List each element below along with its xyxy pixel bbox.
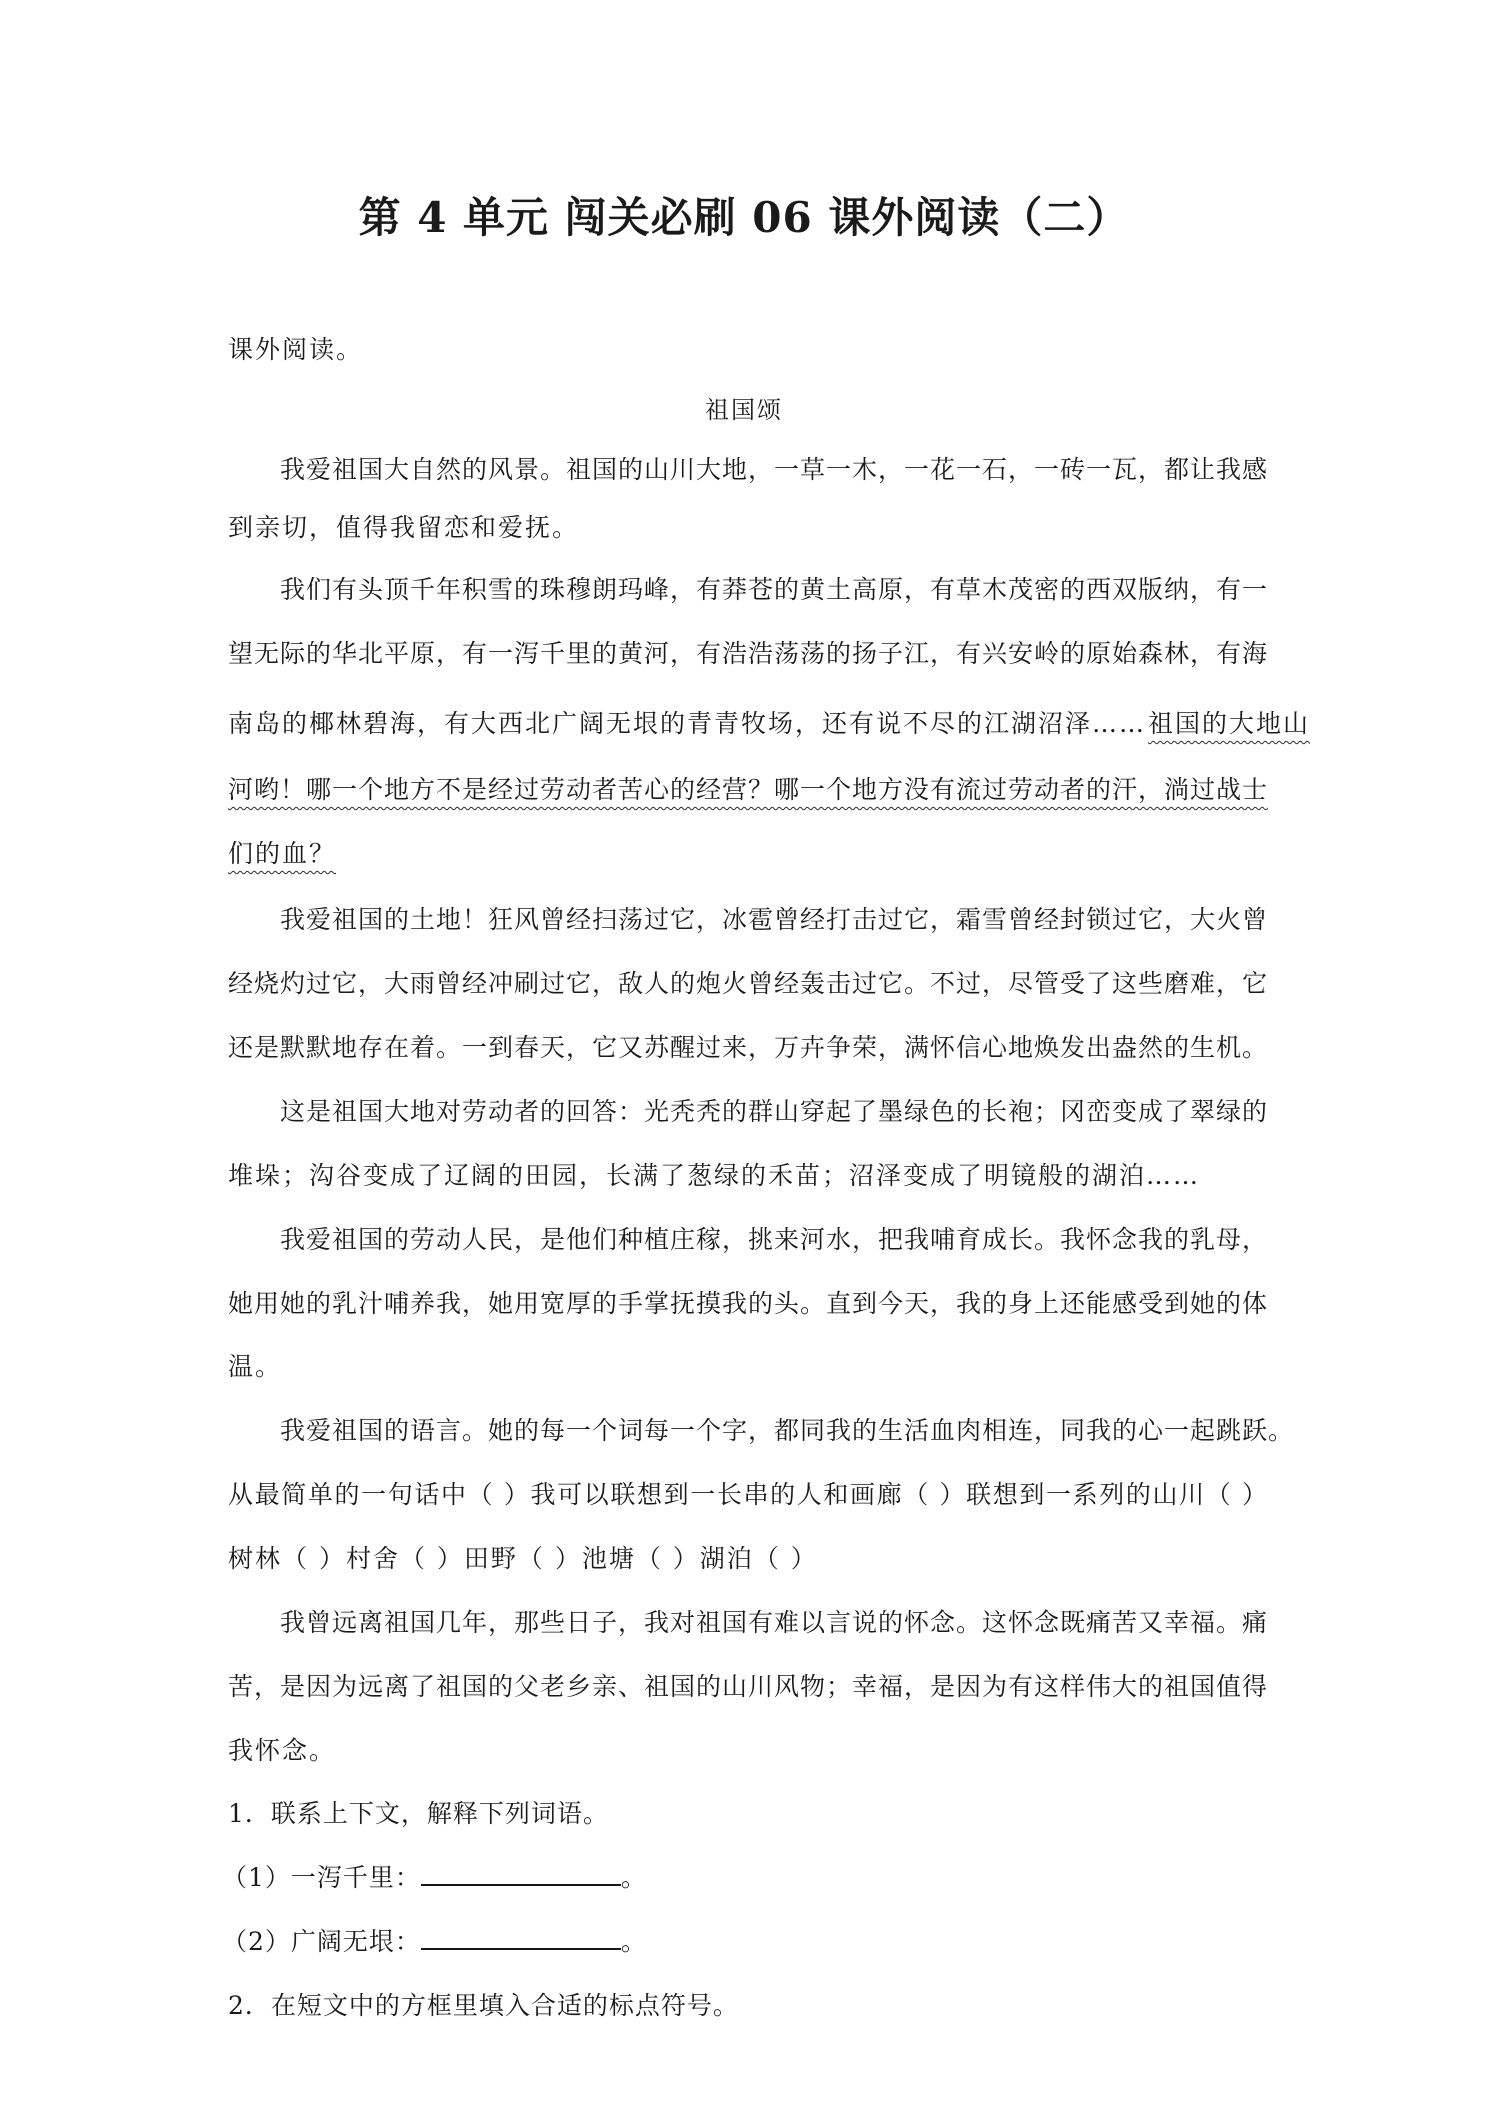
question-1-1-period: 。 [620, 1863, 647, 1892]
question-1-1-label: （1）一泻千里： [222, 1863, 421, 1892]
paragraph-7-line-3: 我怀念。 [228, 1736, 337, 1765]
answer-blank-1[interactable] [421, 1858, 621, 1886]
wavy-sentence-part-2 [228, 770, 1268, 810]
paragraph-1-line-2: 到亲切，值得我留恋和爱抚。 [228, 513, 580, 542]
paragraph-1-line-1: 我爱祖国大自然的风景。祖国的山川大地，一草一木，一花一石，一砖一瓦，都让我感 [280, 455, 1269, 484]
paragraph-6-line-1: 我爱祖国的语言。她的每一个词每一个字，都同我的生活血肉相连，同我的心一起跳跃。 [280, 1416, 1295, 1445]
intro-text: 课外阅读。 [228, 335, 364, 364]
paragraph-3-line-3: 还是默默地存在着。一到春天，它又苏醒过来，万卉争荣，满怀信心地焕发出盎然的生机。 [228, 1033, 1269, 1062]
paragraph-5-line-3: 温。 [228, 1352, 283, 1381]
wavy-sentence-end: 们的血？ [228, 839, 337, 868]
paragraph-4-line-2: 堆垛；沟谷变成了辽阔的田园，长满了葱绿的禾苗；沼泽变成了明镜般的湖泊…… [228, 1161, 1201, 1190]
paragraph-3-line-2: 经烧灼过它，大雨曾经冲刷过它，敌人的炮火曾经轰击过它。不过，尽管受了这些磨难，它 [228, 969, 1269, 998]
wavy-sentence-part-1 [1148, 704, 1310, 744]
passage-title: 祖国颂 [705, 396, 783, 424]
question-1: 1．联系上下文，解释下列词语。 [228, 1799, 609, 1828]
paragraph-5-line-2: 她用她的乳汁哺养我，她用宽厚的手掌抚摸我的头。直到今天，我的身上还能感受到她的体 [228, 1289, 1269, 1318]
question-1-2-label: （2）广阔无垠： [222, 1927, 421, 1956]
paragraph-2-line-3: 南岛的椰林碧海，有大西北广阔无垠的青青牧场，还有说不尽的江湖沼泽…… [228, 709, 1147, 738]
answer-blank-2[interactable] [421, 1922, 621, 1950]
question-2: 2．在短文中的方框里填入合适的标点符号。 [228, 1991, 739, 2020]
question-1-2-period: 。 [620, 1927, 647, 1956]
paragraph-6-line-2: 从最简单的一句话中（ ）我可以联想到一长串的人和画廊（ ）联想到一系列的山川（ ） [228, 1480, 1268, 1509]
paragraph-2-line-2: 望无际的华北平原，有一泻千里的黄河，有浩浩荡荡的扬子江，有兴安岭的原始森林，有海 [228, 639, 1269, 668]
question-1-1 [222, 1858, 647, 1898]
paragraph-6-line-3: 树林（ ）村舍（ ）田野（ ）池塘（ ）湖泊（ ） [228, 1544, 818, 1573]
question-1-2 [222, 1922, 647, 1962]
paragraph-7-line-2: 苦，是因为远离了祖国的父老乡亲、祖国的山川风物；幸福，是因为有这样伟大的祖国值得 [228, 1672, 1269, 1701]
wavy-sentence-middle: 河哟！哪一个地方不是经过劳动者苦心的经营？哪一个地方没有流过劳动者的汗，淌过战士 [228, 775, 1269, 804]
paragraph-2-line-1: 我们有头顶千年积雪的珠穆朗玛峰，有莽苍的黄土高原，有草木茂密的西双版纳，有一 [280, 575, 1269, 604]
page-title: 第 4 单元 闯关必刷 06 课外阅读（二） [358, 193, 1130, 242]
wavy-sentence-part-3 [228, 834, 336, 874]
wavy-sentence-start: 祖国的大地山 [1148, 709, 1311, 738]
paragraph-4-line-1: 这是祖国大地对劳动者的回答：光秃秃的群山穿起了墨绿色的长袍；冈峦变成了翠绿的 [280, 1097, 1269, 1126]
paragraph-3-line-1: 我爱祖国的土地！狂风曾经扫荡过它，冰雹曾经打击过它，霜雪曾经封锁过它，大火曾 [280, 905, 1269, 934]
paragraph-7-line-1: 我曾远离祖国几年，那些日子，我对祖国有难以言说的怀念。这怀念既痛苦又幸福。痛 [280, 1608, 1269, 1637]
paragraph-5-line-1: 我爱祖国的劳动人民，是他们种植庄稼，挑来河水，把我哺育成长。我怀念我的乳母， [280, 1225, 1269, 1254]
